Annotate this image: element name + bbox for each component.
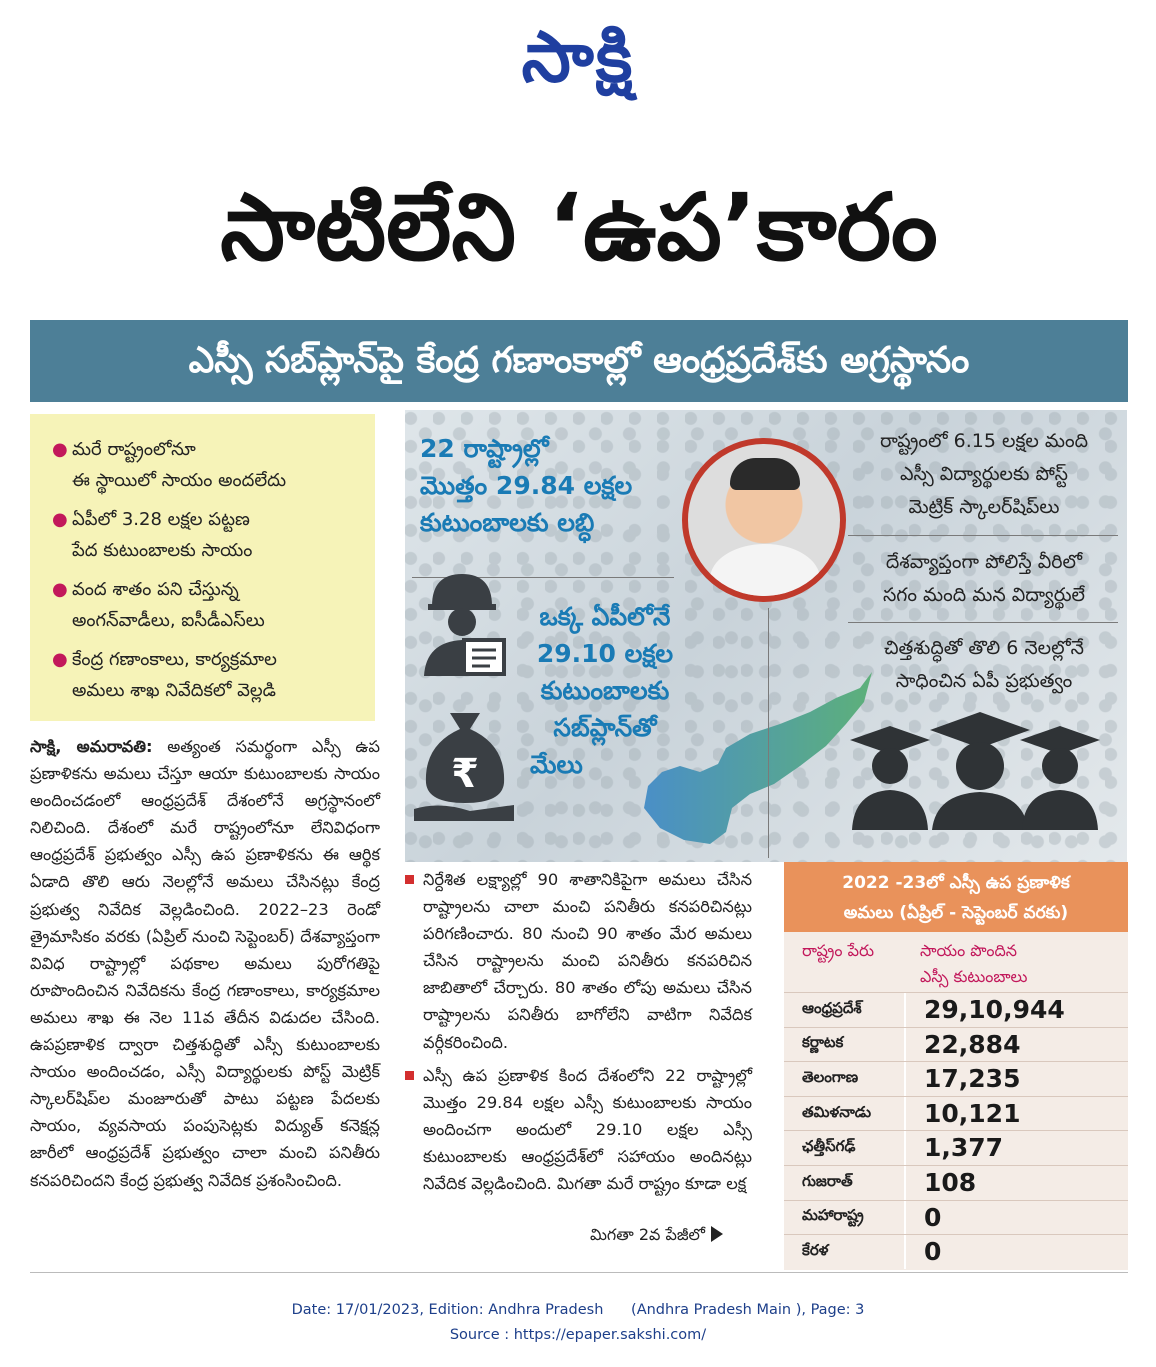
bullet-icon: ● (52, 579, 68, 600)
svg-text:₹: ₹ (451, 751, 479, 797)
article-column-1 (30, 733, 380, 1194)
article-paragraph: నిర్దేశిత లక్ష్యాల్లో 90 శాతానికిపైగా అమలు చేసిన రాష్ట్రాలను చాలా మంచి పనితీరు కనపరిచినట్లు పరిగణించారు. 80 నుంచి 90 శాతం మేర అమలు చేసిన రాష్ట్రాలను మంచి పనితీరు కనపరిచిన జాబితాలో చేర్చారు. 80 శాతం లోపు అమలు చేసిన రాష్ట్రాలను పనితీరు బాగోలేని వాటిగా నివేదిక వర్గీకరించింది. (405, 866, 752, 1056)
continued-link[interactable]: మిగతా 2వ పేజీలో (590, 1222, 723, 1248)
infographic-total-families: 22 రాష్ట్రాల్లో మొత్తం 29.84 లక్షల కుటుంబాలకు లబ్ధి (420, 434, 633, 537)
subheadline: ఎస్సీ సబ్‌ప్లాన్‌పై కేంద్ర గణాంకాల్లో ఆంధ్రప్రదేశ్‌కు అగ్రస్థానం (30, 320, 1128, 402)
table-row: గుజరాత్ 108 (784, 1165, 1128, 1200)
footer-divider (30, 1272, 1128, 1273)
highlights-box (30, 414, 375, 721)
article-text: అత్యంత సమర్థంగా ఎస్సీ ఉప ప్రణాళికను అమలు చేస్తూ ఆయా కుటుంబాలకు సాయం అందించడంలో ఆంధ్రప్రదేశ్ దేశంలోనే అగ్రస్థానంలో నిలిచింది. దేశంలో మరే రాష్ట్రంలోనూ లేనివిధంగా ఆంధ్రప్రదేశ్ ప్రభుత్వం ఎస్సీ ఉప ప్రణాళికను ఈ ఆర్థిక ఏడాది తొలి ఆరు నెలల్లోనే అమలు చేసినట్లు కేంద్ర ప్రభుత్వ నివేదిక వెల్లడించింది. 2022–23 రెండో త్రైమాసికం వరకు (ఏప్రిల్ నుంచి సెప్టెంబర్) దేశవ్యాప్తంగా వివిధ రాష్ట్రాల్లో పథకాల అమలు పురోగతిపై రూపొందించిన నివేదికను కేంద్ర గణాంకాలు, కార్యక్రమాల అమలు శాఖ ఈ నెల 11వ తేదీన విడుదల చేసింది. ఉపప్రణాళిక ద్వారా చిత్తశుద్ధితో ఎస్సీ కుటుంబాలకు సాయం అందించడం, ఎస్సీ విద్యార్థులకు పోస్ట్ మెట్రిక్ స్కాలర్‌షిప్‌ల మంజూరుతో పాటు పట్టణ పేదలకు సాయం, వ్యవసాయ పంపుసెట్లకు విద్యుత్ కనెక్షన్ల జారీలో ఆంధ్రప్రదేశ్ ప్రభుత్వం చాలా మంచి పనితీరు కనపరిచిందని కేంద్ర ప్రభుత్వ నివేదిక ప్రశంసించింది. (30, 737, 380, 1190)
table-row: ఛత్తీస్‌గఢ్ 1,377 (784, 1130, 1128, 1165)
bullet-icon: ● (52, 649, 68, 670)
money-bag-rupee-icon (410, 705, 520, 825)
table-row: తెలంగాణ 17,235 (784, 1061, 1128, 1096)
infographic-ap-families: ఒక్క ఏపీలోనే 29.10 లక్షల కుటుంబాలకు సబ్‌ప్లాన్‌తో మేలు (530, 602, 674, 779)
table-row: కర్ణాటక 22,884 (784, 1027, 1128, 1062)
infographic-achievement: చిత్తశుద్ధితో తొలి 6 నెలల్లోనే సాధించిన ఏపీ ప్రభుత్వం (883, 637, 1085, 692)
table-title: 2022 -23లో ఎస్సీ ఉప ప్రణాళిక అమలు (ఏప్రిల్ - సెప్టెంబర్ వరకు) (784, 862, 1128, 932)
bullet-icon: ● (52, 509, 68, 530)
divider (848, 535, 1118, 536)
chief-minister-portrait (682, 438, 846, 602)
column-header-families: సాయం పొందిన ఎస్సీ కుటుంబాలు (920, 941, 1028, 986)
column-header-state: రాష్ట్రం పేరు (802, 941, 874, 960)
sakshi-logo[interactable]: సాక్షి (521, 16, 635, 98)
worker-with-document-icon (418, 566, 506, 676)
table-header-row (784, 932, 1128, 992)
sc-subplan-table (784, 862, 1128, 1270)
highlight-item: ● వంద శాతం పని చేస్తున్న అంగన్‌వాడీలు, ఐసీడీఎస్‌లు (52, 574, 361, 636)
masthead (0, 10, 1156, 105)
table-row: మహారాష్ట్ర 0 (784, 1200, 1128, 1235)
table-row: కేరళ 0 (784, 1234, 1128, 1269)
bullet-icon: ● (52, 439, 68, 460)
divider (848, 622, 1118, 623)
edition-info: Date: 17/01/2023, Edition: Andhra Pradesh (Andhra Pradesh Main ), Page: 3 (291, 1302, 865, 1318)
play-arrow-icon (711, 1226, 723, 1242)
table-row: ఆంధ్రప్రదేశ్ 29,10,944 (784, 992, 1128, 1027)
infographic-half-students: దేశవ్యాప్తంగా పోలిస్తే వీరిలో సగం మంది మన విద్యార్థులే (882, 551, 1086, 606)
dateline: సాక్షి, అమరావతి: (30, 737, 153, 756)
vertical-divider (768, 608, 769, 858)
source-link[interactable]: Source : https://epaper.sakshi.com/ (449, 1327, 707, 1343)
graduates-icon (830, 710, 1120, 830)
red-square-bullet-icon (405, 875, 414, 884)
headline: సాటిలేని ‘ఉప’కారం (220, 174, 938, 281)
highlight-item: ● మరే రాష్ట్రంలోనూ ఈ స్థాయిలో సాయం అందలేదు (52, 434, 361, 496)
highlight-item: ● కేంద్ర గణాంకాలు, కార్యక్రమాల అమలు శాఖ నివేదికలో వెల్లడి (52, 644, 361, 706)
red-square-bullet-icon (405, 1071, 414, 1080)
infographic-scholarship: రాష్ట్రంలో 6.15 లక్షల మంది ఎస్సీ విద్యార్థులకు పోస్ట్ మెట్రిక్ స్కాలర్‌షిప్‌లు (879, 430, 1089, 518)
table-row: తమిళనాడు 10,121 (784, 1096, 1128, 1131)
article-paragraph: ఎస్సీ ఉప ప్రణాళిక కింద దేశంలోని 22 రాష్ట్రాల్లో మొత్తం 29.84 లక్షల ఎస్సీ కుటుంబాలకు సాయం అందించగా అందులో 29.10 లక్షల ఎస్సీ కుటుంబాలకు ఆంధ్రప్రదేశ్‌లో సహాయం అందినట్లు నివేదిక వెల్లడించింది. మిగతా మరే రాష్ట్రం కూడా లక్ష (405, 1062, 752, 1197)
highlight-item: ● ఏపీలో 3.28 లక్షల పట్టణ పేద కుటుంబాలకు సాయం (52, 504, 361, 566)
article-column-2 (405, 866, 752, 1197)
